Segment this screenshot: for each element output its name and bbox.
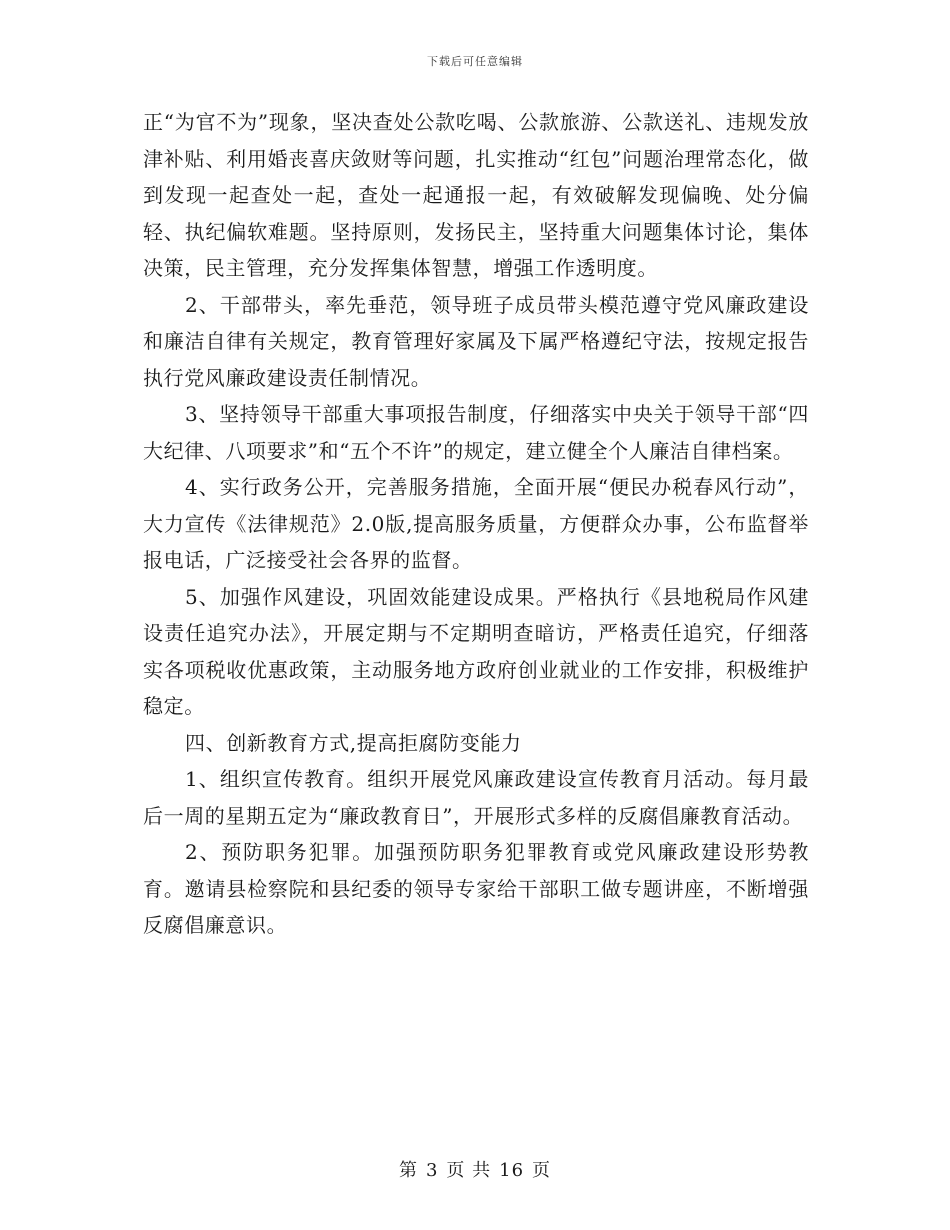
header-note: 下载后可任意编辑 [427, 55, 523, 68]
page-total: 16 [499, 1160, 525, 1181]
section-heading: 四、创新教育方式,提高拒腐防变能力 [185, 730, 522, 755]
footer-suffix: 页 [532, 1160, 552, 1181]
page-number: 3 [425, 1160, 439, 1181]
paragraph-continuation: 正“为官不为”现象，坚决查处公款吃喝、公款旅游、公款送礼、违规发放津补贴、利用婚丧喜庆敛财等问题，扎实推动“红包”问题治理常态化，做到发现一起查处一起，查处一起通报一起，有效破解发现偏晚、处分偏轻、执纪偏软难题。坚持原则，发扬民主，坚持重大问题集体讨论，集体决策，民主管理，充分发挥集体智慧，增强工作透明度。 [143, 110, 809, 280]
paragraph-item-3: 3、坚持领导干部重大事项报告制度，仔细落实中央关于领导干部“四大纪律、八项要求”和“五个不许”的规定，建立健全个人廉洁自律档案。 [143, 402, 809, 463]
paragraph-section4-item-1: 1、组织宣传教育。组织开展党风廉政建设宣传教育月活动。每月最后一周的星期五定为“廉政教育日”，开展形式多样的反腐倡廉教育活动。 [143, 767, 809, 828]
document-body [143, 104, 809, 944]
paragraph-item-4: 4、实行政务公开，完善服务措施，全面开展“便民办税春风行动”，大力宣传《法律规范》2.0版,提高服务质量，方便群众办事，公布监督举报电话，广泛接受社会各界的监督。 [143, 475, 809, 572]
paragraph-section4-item-2: 2、预防职务犯罪。加强预防职务犯罪教育或党风廉政建设形势教育。邀请县检察院和县纪委的领导专家给干部职工做专题讲座，不断增强反腐倡廉意识。 [143, 840, 809, 937]
paragraph-item-5: 5、加强作风建设，巩固效能建设成果。严格执行《县地税局作风建设责任追究办法》，开展定期与不定期明查暗访，严格责任追究，仔细落实各项税收优惠政策，主动服务地方政府创业就业的工作安排，积极维护稳定。 [143, 584, 809, 718]
footer-middle: 页 共 [446, 1160, 492, 1181]
footer-prefix: 第 [398, 1160, 418, 1181]
page-footer [0, 1156, 950, 1182]
paragraph-item-2: 2、干部带头，率先垂范，领导班子成员带头模范遵守党风廉政建设和廉洁自律有关规定，教育管理好家属及下属严格遵纪守法，按规定报告执行党风廉政建设责任制情况。 [143, 292, 809, 390]
